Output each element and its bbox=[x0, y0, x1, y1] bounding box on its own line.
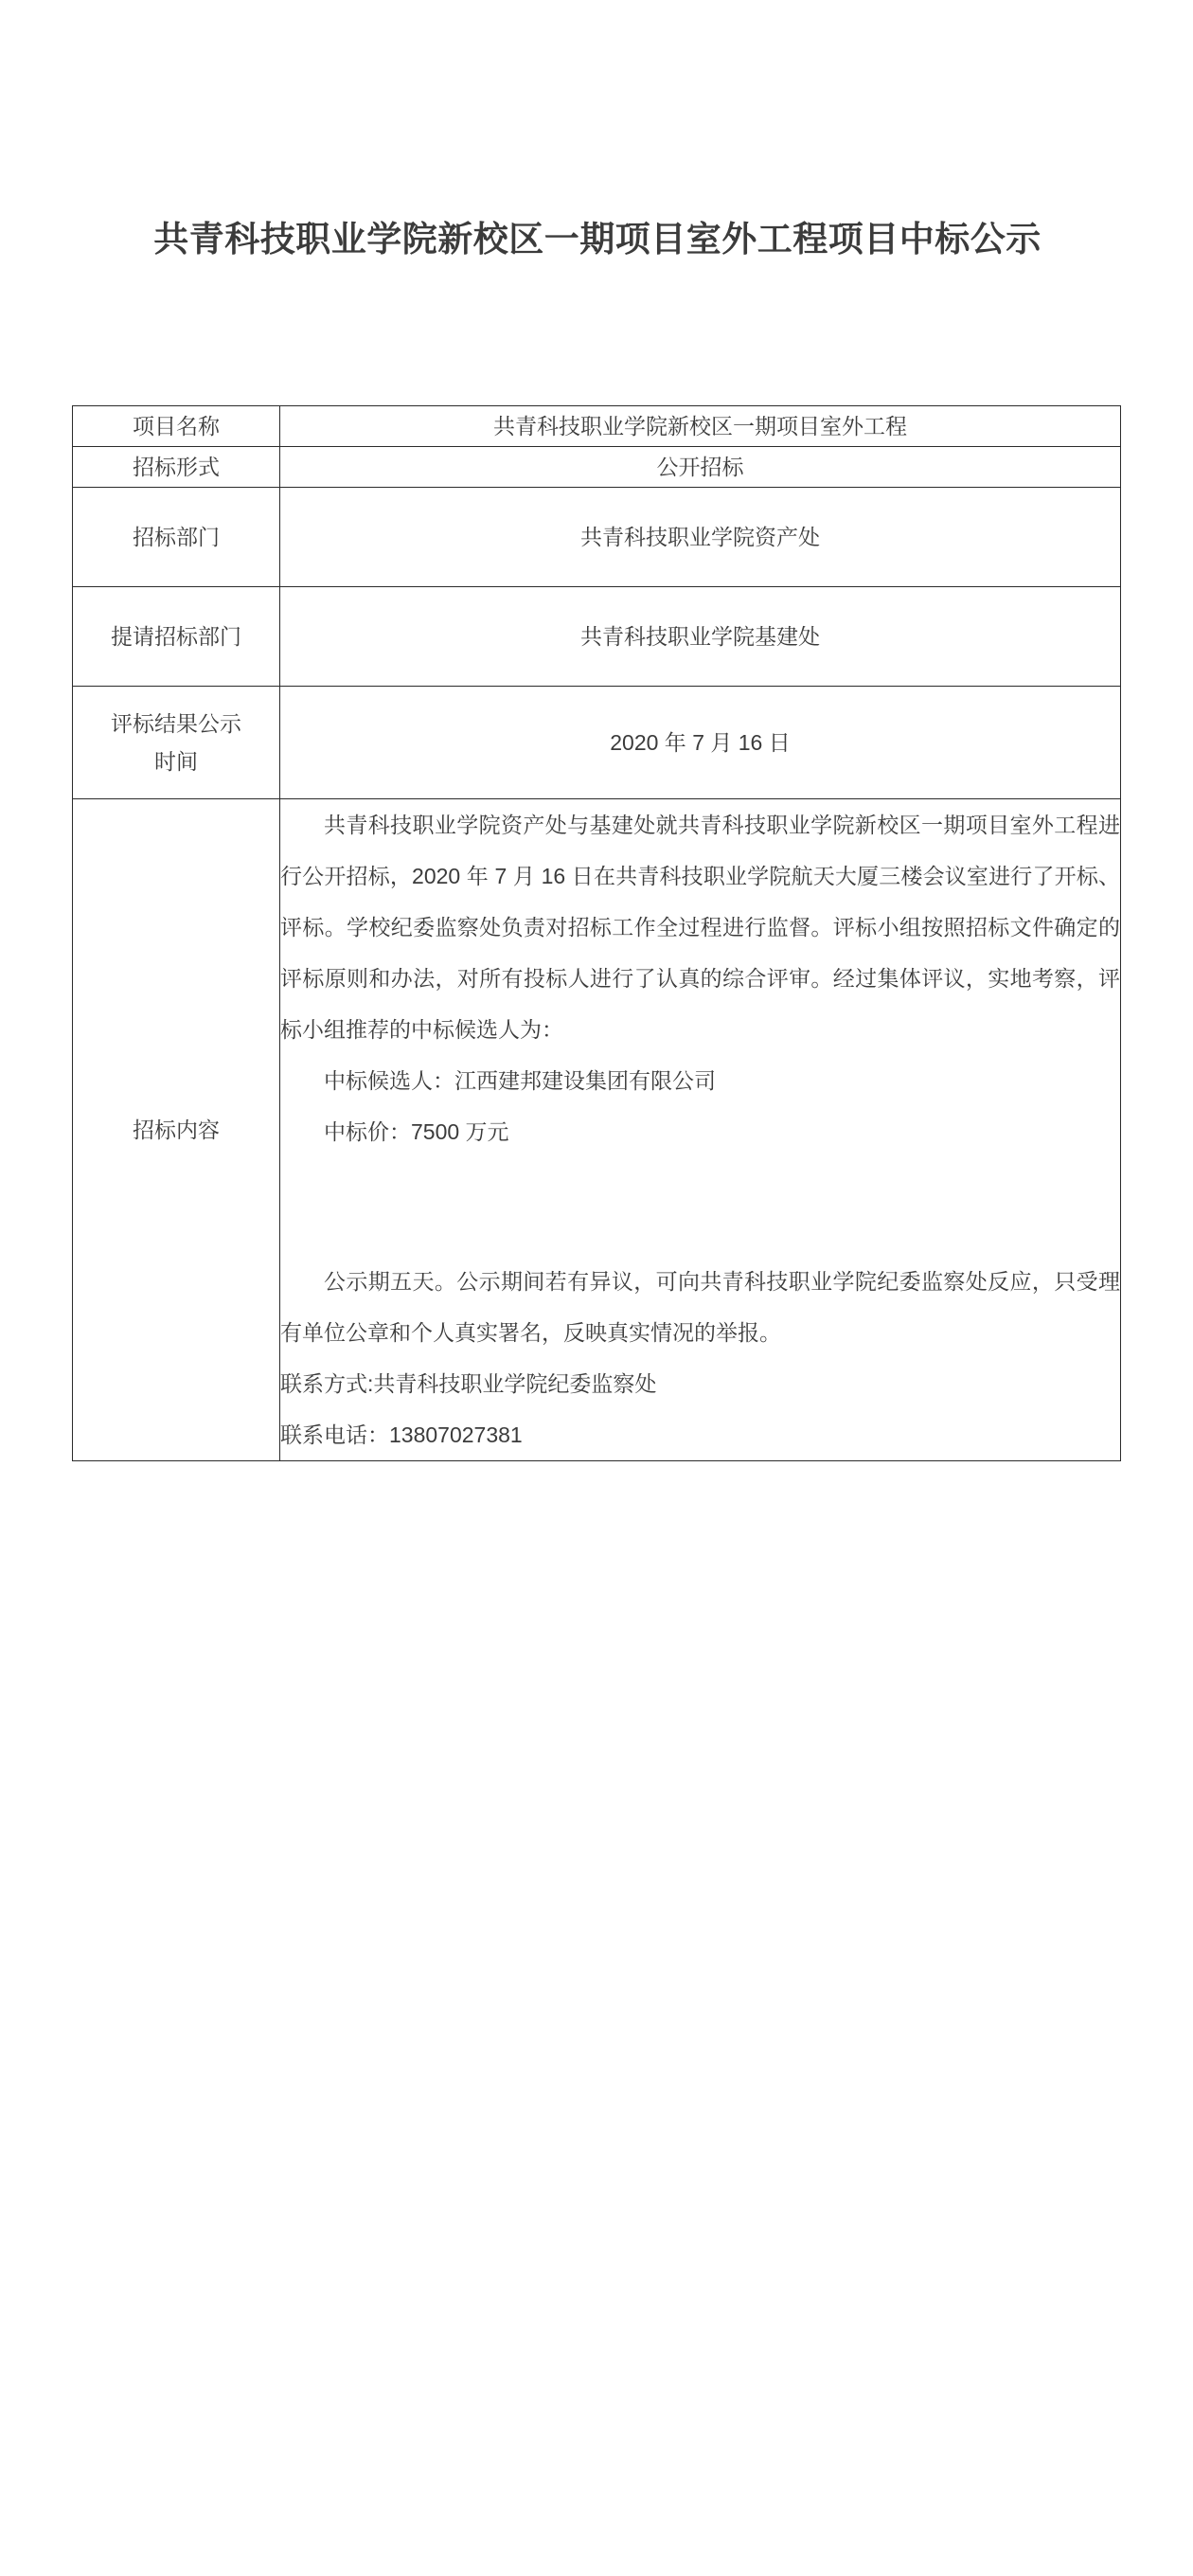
row-label-requesting-department: 提请招标部门 bbox=[73, 587, 280, 687]
row-label-result-date-line2: 时间 bbox=[154, 749, 198, 774]
table-row-requesting-department bbox=[73, 587, 1121, 687]
row-value-project-name: 共青科技职业学院新校区一期项目室外工程 bbox=[280, 406, 1121, 447]
row-label-bid-department: 招标部门 bbox=[73, 488, 280, 587]
row-value-result-date: 2020 年 7 月 16 日 bbox=[280, 687, 1121, 799]
page-title: 共青科技职业学院新校区一期项目室外工程项目中标公示 bbox=[153, 219, 1042, 259]
content-contact-method: 联系方式:共青科技职业学院纪委监察处 bbox=[280, 1371, 657, 1396]
row-value-requesting-department: 共青科技职业学院基建处 bbox=[280, 587, 1121, 687]
content-spacer bbox=[280, 1157, 1120, 1256]
row-value-bid-type: 公开招标 bbox=[280, 447, 1121, 488]
content-price-line: 中标价：7500 万元 bbox=[324, 1119, 509, 1144]
row-label-bid-type: 招标形式 bbox=[73, 447, 280, 488]
row-value-bid-department: 共青科技职业学院资产处 bbox=[280, 488, 1121, 587]
content-paragraph-notice: 公示期五天。公示期间若有异议，可向共青科技职业学院纪委监察处反应，只受理有单位公章和个人真实署名，反映真实情况的举报。 bbox=[280, 1269, 1120, 1345]
table-row-result-date bbox=[73, 687, 1121, 799]
row-label-bid-content: 招标内容 bbox=[73, 799, 280, 1461]
table-row-project-name bbox=[73, 406, 1121, 447]
row-label-project-name: 项目名称 bbox=[73, 406, 280, 447]
row-value-bid-content bbox=[280, 799, 1121, 1461]
table-row-bid-type bbox=[73, 447, 1121, 488]
table-row-bid-department bbox=[73, 488, 1121, 587]
bid-announcement-table bbox=[72, 405, 1121, 1461]
content-paragraph-main: 共青科技职业学院资产处与基建处就共青科技职业学院新校区一期项目室外工程进行公开招标，2020 年 7 月 16 日在共青科技职业学院航天大厦三楼会议室进行了开标、评标。学校纪委监察处负责对招标工作全过程进行监督。评标小组按照招标文件确定的评标原则和办法，对所有投标人进行了认真的综合评审。经过集体评议，实地考察，评标小组推荐的中标候选人为： bbox=[280, 813, 1120, 1042]
content-contact-phone: 联系电话：13807027381 bbox=[280, 1422, 523, 1447]
table-row-bid-content bbox=[73, 799, 1121, 1461]
row-label-result-date bbox=[73, 687, 280, 799]
row-label-result-date-line1: 评标结果公示 bbox=[111, 711, 241, 736]
content-candidate-line: 中标候选人：江西建邦建设集团有限公司 bbox=[324, 1068, 716, 1093]
